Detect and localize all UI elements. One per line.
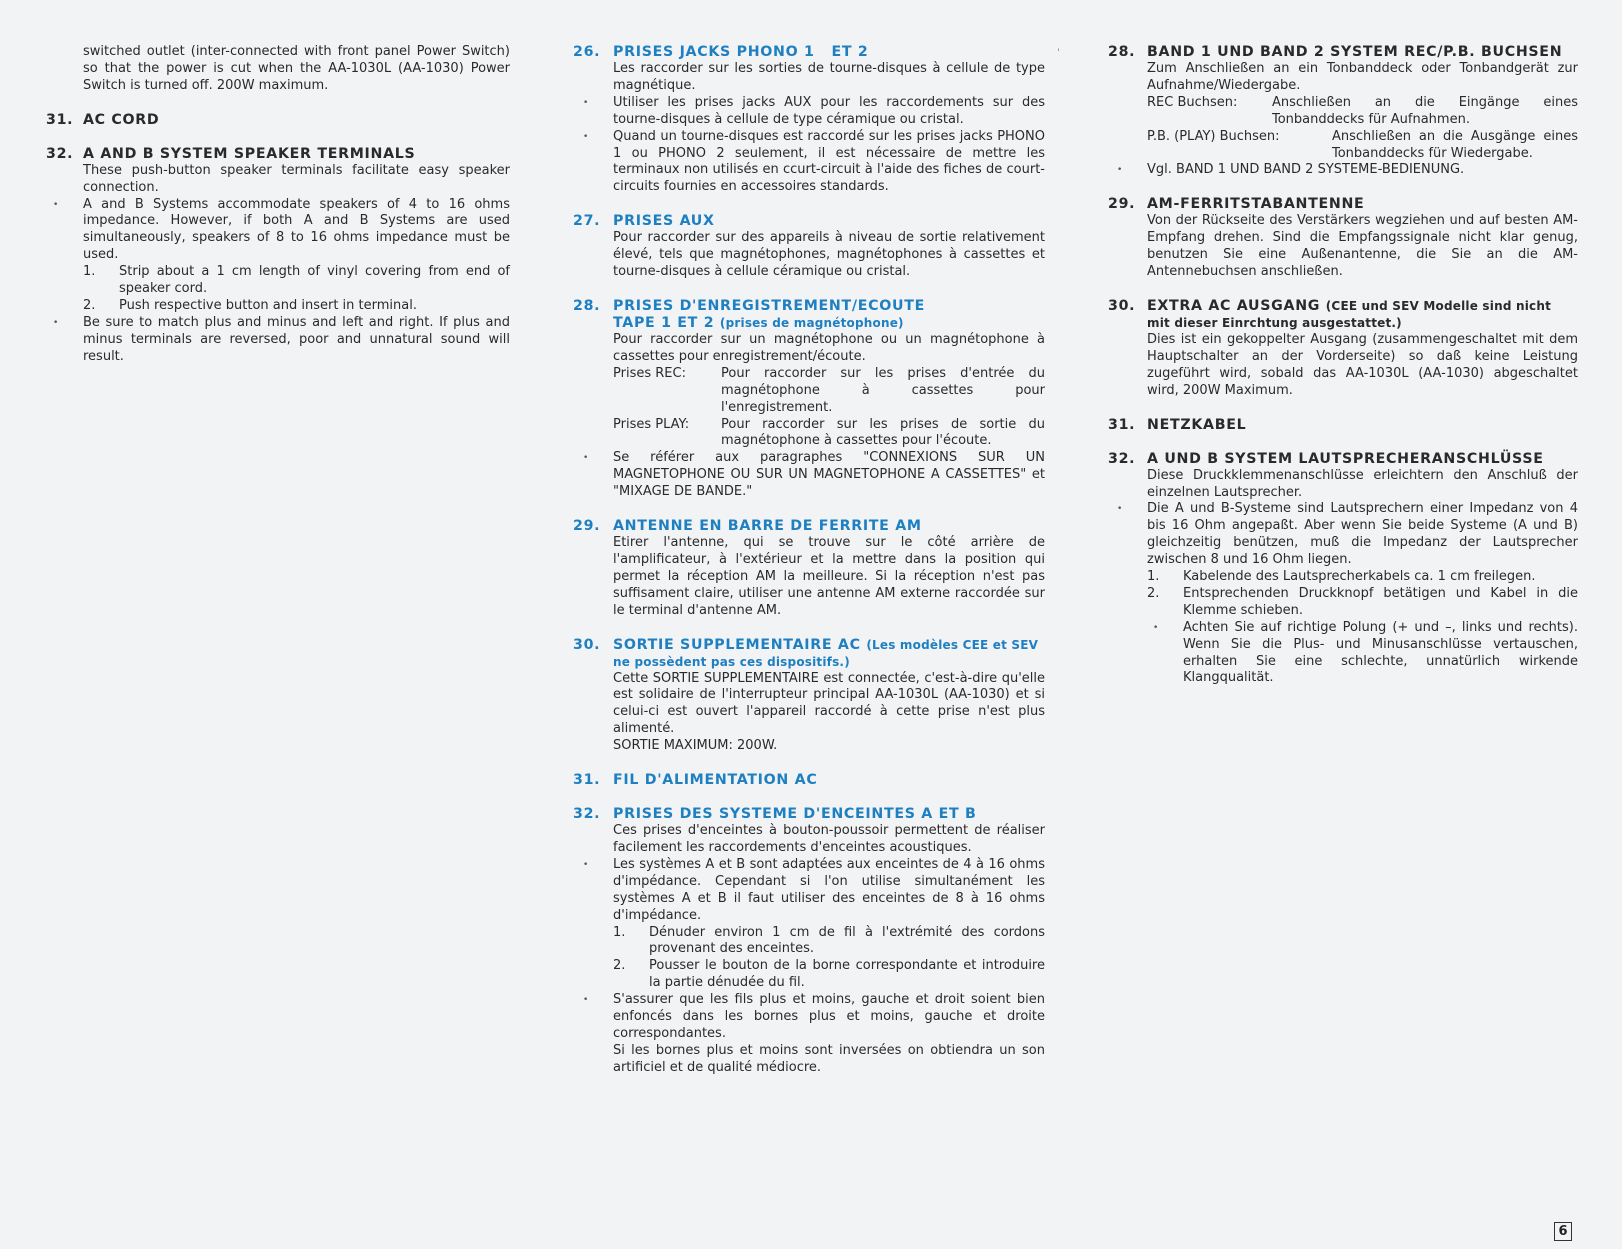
paragraph: Diese Druckklemmenanschlüsse erleichtern den Anschluß der einzelnen Lautsprecher. <box>1147 467 1578 500</box>
section-title-line-2: TAPE 1 ET 2 <box>613 314 715 331</box>
fr-section-29 <box>573 518 1045 620</box>
definition-rec: Prises REC: Pour raccorder sur les prises d'entrée du magnétophone à cassettes pour l'enregistrement. <box>613 365 1045 415</box>
fr-section-30 <box>573 637 1045 756</box>
paragraph: Pour raccorder sur un magnétophone ou un magnétophone à cassettes pour enregistrement/écoute. <box>613 331 1045 364</box>
section-title: PRISES JACKS PHONO 1 ET 2 <box>613 44 869 60</box>
de-section-31 <box>1108 417 1578 434</box>
section-title: AC CORD <box>83 111 160 128</box>
paragraph: Les raccorder sur les sorties de tourne-disques à cellule de type magnétique. <box>613 61 1045 93</box>
step-2: 2. Push respective button and insert in terminal. <box>83 297 417 313</box>
section-number: 26. <box>573 44 601 60</box>
section-number: 32. <box>1108 450 1136 467</box>
section-title: NETZKABEL <box>1147 416 1247 433</box>
section-number: 31. <box>46 111 74 128</box>
fr-section-26 <box>573 44 1045 196</box>
english-column <box>46 44 510 383</box>
section-number: 31. <box>573 772 601 789</box>
section-number: 29. <box>1108 196 1136 213</box>
section-title: FIL D'ALIMENTATION AC <box>613 772 818 789</box>
section-number: 28. <box>1108 44 1136 60</box>
bullet-note: • Vgl. BAND 1 UND BAND 2 SYSTEME-BEDIENUNG. <box>1147 162 1578 179</box>
definition-pb: P.B. (PLAY) Buchsen: Anschließen an die Ausgänge eines Tonbanddecks für Wiedergabe. <box>1147 128 1578 161</box>
section-title: A AND B SYSTEM SPEAKER TERMINALS <box>83 145 416 162</box>
step-1: 1. Dénuder environ 1 cm de fil à l'extrémité des cordons provenant des enceintes. <box>613 924 1045 957</box>
de-section-30 <box>1108 298 1578 400</box>
step-1: 1. Kabelende des Lautsprecherkabels ca. 1 cm freilegen. <box>1147 569 1536 585</box>
definition-rec: REC Buchsen: Anschließen an die Eingänge eines Tonbanddecks für Aufnahmen. <box>1147 94 1578 127</box>
paragraph: Zum Anschließen an ein Tonbanddeck oder Tonbandgerät zur Aufnahme/Wiedergabe. <box>1147 61 1578 93</box>
section-title: ANTENNE EN BARRE DE FERRITE AM <box>613 518 922 535</box>
en-intro <box>46 44 510 95</box>
step-1: 1. Strip about a 1 cm length of vinyl covering from end of speaker cord. <box>83 264 510 297</box>
section-number: 30. <box>573 636 601 653</box>
section-number: 30. <box>1108 297 1136 314</box>
section-number: 28. <box>573 297 601 314</box>
section-title: SORTIE SUPPLEMENTAIRE AC <box>613 636 861 653</box>
fr-section-27 <box>573 213 1045 281</box>
section-number: 29. <box>573 518 601 535</box>
section-number: 27. <box>573 213 601 230</box>
paragraph: SORTIE MAXIMUM: 200W. <box>613 738 778 754</box>
section-title: PRISES DES SYSTEME D'ENCEINTES A ET B <box>613 806 977 823</box>
en-section-31 <box>46 112 510 129</box>
de-section-28 <box>1108 44 1578 179</box>
german-column <box>1108 44 1578 704</box>
bullet-note: • Quand un tourne-disques est raccordé sur les prises jacks PHONO 1 ou PHONO 2 seulement, il est nécessaire de mettre les terminaux non utilisés en ccurt-circuit à l'aide des fiches de court-circuits fournies en accessoires standards. <box>613 129 1045 197</box>
margin-mark: ˈ <box>1057 48 1060 59</box>
section-number: 32. <box>46 145 74 162</box>
paragraph: Etirer l'antenne, qui se trouve sur le côté arrière de l'amplificateur, à l'extérieur et la mettre dans la position qui permet la réception AM la meilleure. Si la réception n'est pas suffisament claire, utiliser une antenne AM externe raccordée sur le terminal d'antenne AM. <box>613 535 1045 618</box>
paragraph: Si les bornes plus et moins sont inversées on obtiendra un son artificiel et de qualité médiocre. <box>613 1042 1045 1075</box>
paragraph: These push-button speaker terminals facilitate easy speaker connection. <box>83 162 510 195</box>
section-number: 31. <box>1108 416 1136 433</box>
paragraph: Cette SORTIE SUPPLEMENTAIRE est connectée, c'est-à-dire qu'elle est solidaire de l'interrupteur principal AA-1030L (AA-1030) et si celui-ci est ouvert l'appareil raccordé à cette prise n'est plus alimenté. <box>613 670 1045 737</box>
en-intro-text: switched outlet (inter-connected with front panel Power Switch) so that the power is cut when the AA-1030L (AA-1030) Power Switch is turned off. 200W maximum. <box>83 44 510 93</box>
paragraph: Ces prises d'enceintes à bouton-poussoir permettent de réaliser facilement les raccordements d'enceintes acoustiques. <box>613 823 1045 855</box>
paragraph: Von der Rückseite des Verstärkers wegziehen und auf besten AM-Empfang drehen. Sind die Empfangssignale nicht klar genug, benutzen Sie eine Außenantenne, die Sie an die AM-Antennebuchsen anschließen. <box>1147 213 1578 280</box>
section-number: 32. <box>573 806 601 823</box>
bullet-note: • Be sure to match plus and minus and left and right. If plus and minus terminals are reversed, poor and unnatural sound will result. <box>83 315 510 366</box>
definition-play: Prises PLAY: Pour raccorder sur les prises de sortie du magnétophone à cassettes pour l'écoute. <box>613 416 1045 449</box>
de-section-32 <box>1108 451 1578 688</box>
de-section-29 <box>1108 196 1578 281</box>
bullet-note: • A and B Systems accommodate speakers of 4 to 16 ohms impedance. However, if both A and B Systems are used simultaneously, speakers of 8 to 16 ohms impedance must be used. <box>83 197 510 265</box>
fr-section-32 <box>573 806 1045 1077</box>
paragraph: Pour raccorder sur des appareils à niveau de sortie relativement élevé, tels que magnétophones, magnétophones à cassettes et tourne-disques à cellule céramique ou cristal. <box>613 230 1045 280</box>
fr-section-28 <box>573 298 1045 501</box>
bullet-note: • Die A und B-Systeme sind Lautsprechern einer Impedanz von 4 bis 16 Ohm angepaßt. Aber wenn Sie beide Systeme (A und B) gleichzeitig benützen, muß die Impedanz der Lautsprecher zwischen 8 und 16 Ohm liegen. <box>1147 501 1578 569</box>
bullet-note: • S'assurer que les fils plus et moins, gauche et droit soient bien enfoncés dans les bornes plus et moins, gauche et droite correspondantes. <box>613 992 1045 1043</box>
bullet-note: • Se référer aux paragraphes "CONNEXIONS SUR UN MAGNETOPHONE OU SUR UN MAGNETOPHONE A CASSETTES" et "MIXAGE DE BANDE." <box>613 450 1045 501</box>
bullet-note: • Utiliser les prises jacks AUX pour les raccordements sur des tourne-disques à cellule de type céramique ou cristal. <box>613 95 1045 129</box>
section-subtitle: (Les modèles CEE et SEV ne possèdent pas ces dispositifs.) <box>613 637 1039 669</box>
bullet-note: • Les systèmes A et B sont adaptées aux enceintes de 4 à 16 ohms d'impédance. Cependant si l'on utilise simultanément les systèmes A et B il faut utiliser des enceintes de 8 à 16 ohms d'impédance. <box>613 857 1045 925</box>
section-title: AM-FERRITSTABANTENNE <box>1147 196 1365 213</box>
step-2: 2. Entsprechenden Druckknopf betätigen und Kabel in die Klemme schieben. <box>1147 585 1578 618</box>
section-title: BAND 1 UND BAND 2 SYSTEM REC/P.B. BUCHSEN <box>1147 44 1563 60</box>
page-number: 6 <box>1554 1222 1572 1241</box>
fr-section-31 <box>573 772 1045 789</box>
section-title: PRISES AUX <box>613 213 715 230</box>
section-title: A UND B SYSTEM LAUTSPRECHERANSCHLÜSSE <box>1147 450 1544 467</box>
section-subtitle: (CEE und SEV Modelle sind nicht mit dieser Einrchtung ausgestattet.) <box>1147 298 1552 330</box>
french-column <box>573 44 1045 1094</box>
section-subtitle: (prises de magnétophone) <box>719 315 904 330</box>
section-title: PRISES D'ENREGISTREMENT/ECOUTE <box>613 297 926 314</box>
paragraph: Dies ist ein gekoppelter Ausgang (zusammengeschaltet mit dem Hauptschalter an der Vorderseite) so daß keine Leistung zugeführt wird, sobald das AA-1030L (AA-1030) abgeschaltet wird, 200W Maximum. <box>1147 331 1578 398</box>
section-title: EXTRA AC AUSGANG <box>1147 297 1321 314</box>
en-section-32 <box>46 146 510 366</box>
bullet-note: • Achten Sie auf richtige Polung (+ und –, links und rechts). Wenn Sie die Plus- und Minusanschlüsse vertauschen, erhalten Sie eine schlechte, unnatürlich wirkende Klangqualität. <box>1147 620 1578 688</box>
step-2: 2. Pousser le bouton de la borne correspondante et introduire la partie dénudée du fil. <box>613 958 1045 991</box>
